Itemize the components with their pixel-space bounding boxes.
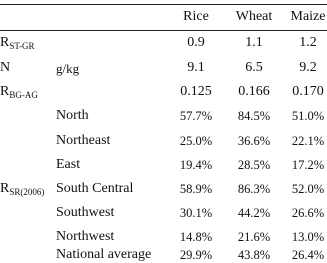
region-northeast: Northeast	[56, 133, 111, 148]
cell-northeast-maize: 22.1%	[291, 134, 325, 148]
cell-north-wheat: 84.5%	[237, 109, 271, 123]
cell-east-maize: 17.2%	[291, 158, 325, 172]
cell-south-central-wheat: 86.3%	[237, 182, 271, 196]
cell-national-average-rice: 29.9%	[179, 248, 213, 262]
cell-n-rice: 9.1	[187, 60, 205, 75]
column-header-rice: Rice	[183, 9, 209, 24]
region-south-central: South Central	[56, 181, 134, 196]
cell-n-maize: 9.2	[299, 60, 317, 75]
cell-east-rice: 19.4%	[179, 158, 213, 172]
row-param-rsr-2006: $R_{SR(2006)}$	[0, 181, 45, 197]
row-param-rbg-ag: $R_{BG-AG}$	[0, 84, 38, 100]
cell-northwest-maize: 13.0%	[291, 230, 325, 244]
row-param-n: N	[0, 60, 11, 75]
region-north: North	[56, 108, 89, 123]
top-rule	[0, 4, 327, 5]
row-param-rst-gr: $R_{ST-GR}$	[0, 35, 35, 51]
cell-rbg-ag-wheat: 0.166	[238, 84, 270, 99]
cell-rst-gr-maize: 1.2	[299, 35, 317, 50]
cell-rst-gr-rice: 0.9	[187, 35, 205, 50]
cell-national-average-maize: 26.4%	[291, 248, 325, 262]
cell-southwest-maize: 26.6%	[291, 206, 325, 220]
region-southwest: Southwest	[56, 205, 115, 220]
cell-national-average-wheat: 43.8%	[237, 248, 271, 262]
cell-northwest-rice: 14.8%	[179, 230, 213, 244]
cell-north-maize: 51.0%	[291, 109, 325, 123]
cell-south-central-maize: 52.0%	[291, 182, 325, 196]
cell-rbg-ag-rice: 0.125	[180, 84, 212, 99]
cell-northeast-wheat: 36.6%	[237, 134, 271, 148]
cell-north-rice: 57.7%	[179, 109, 213, 123]
cell-northwest-wheat: 21.6%	[237, 230, 271, 244]
cell-east-wheat: 28.5%	[237, 158, 271, 172]
cell-southwest-rice: 30.1%	[179, 206, 213, 220]
row-unit-n: g/kg	[56, 61, 80, 76]
cell-northeast-rice: 25.0%	[179, 134, 213, 148]
region-northwest: Northwest	[56, 229, 115, 244]
region-east: East	[56, 157, 81, 172]
cell-rbg-ag-maize: 0.170	[292, 84, 324, 99]
column-header-maize: Maize	[290, 9, 326, 24]
column-header-wheat: Wheat	[235, 9, 273, 24]
cell-rst-gr-wheat: 1.1	[245, 35, 263, 50]
header-rule	[0, 30, 327, 31]
region-national-average: National average	[56, 247, 152, 262]
cell-south-central-rice: 58.9%	[179, 182, 213, 196]
cell-southwest-wheat: 44.2%	[237, 206, 271, 220]
cell-n-wheat: 6.5	[245, 60, 263, 75]
